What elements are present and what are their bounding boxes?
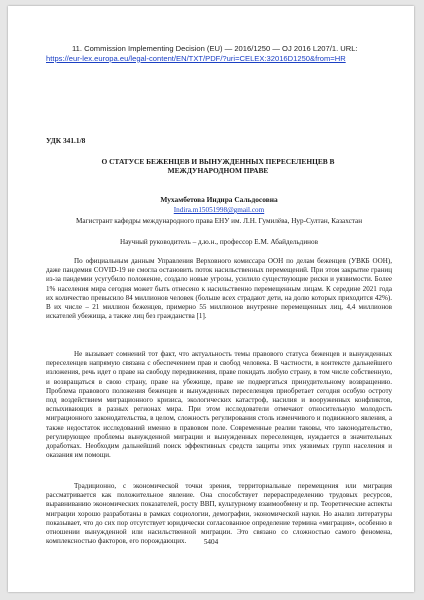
author-email-row xyxy=(46,206,392,214)
author-affiliation: Магистрант кафедры международного права ЕНУ им. Л.Н. Гумилёва, Нур-Султан, Казахстан xyxy=(75,217,363,225)
body-paragraph: Традиционно, с экономической точки зрения, территориальные перемещения или миграция рассматривается как положительное явление. Она способствует перераспределению трудовых ресурсов, выравниванию экономических показателей, росту ВВП, культурному взаимообмену и пр. Теоретические аспекты миграции хорошо разработаны в рамках социологии, демографии, экономической науки. Но анализ литературы показывает, что до сих пор отсутствует юридически согласованное определение термина «миграция», особенно в отношении вынужденной или насильственной миграции. Это связано со сложностью самого феномена, комплексностью факторов, его порождающих. xyxy=(46,482,392,546)
reference-text: 11. Commission Implementing Decision (EU) — 2016/1250 — OJ 2016 L207/1. URL: xyxy=(72,44,358,53)
reference-entry xyxy=(46,44,392,63)
udc-code: УДК 341.1/8 xyxy=(46,136,86,145)
author-email-link[interactable]: Indira.m15051998@gmail.com xyxy=(173,206,265,214)
body-paragraph: Не вызывает сомнений тот факт, что актуальность темы правового статуса беженцев и вынужденных переселенцев напрямую связана с обеспечением прав и свобод человека. В частности, в контексте дальнейшего изложения, речь идет о праве на свободу передвижения, праве покидать любую страну, в том числе собственную, и возвращаться в свою страну, праве на убежище, праве не подвергаться принудительному возвращению. Проблема правового положения беженцев и вынужденных переселенцев приобретает сегодня особую остроту под воздействием миграционного кризиса, экологических катастроф, насилия и вооруженных конфликтов, вспыхивающих в разных регионах мира. При этом исследователи отмечают относительную молодость миграционного законодательства, в целом, сложность регулирования столь изменчивого и подвижного явления, а также недостаток исследований именно в правовом поле. Современные реалии таковы, что законодательство, регулирующее проблемы вынужденной миграции и вынужденных переселенцев, нуждается в значительных доработках. Необходим дальнейший поиск эффективных средств защиты этих уязвимых групп населения и оказания им помощи. xyxy=(46,350,392,460)
scientific-advisor: Научный руководитель – д.ю.н., профессор Е.М. Абайдельдинов xyxy=(120,238,318,246)
author-name: Мухамбетова Индира Сальдосовна xyxy=(160,195,278,204)
document-page xyxy=(8,6,414,592)
reference-link[interactable]: https://eur-lex.europa.eu/legal-content/EN/TXT/PDF/?uri=CELEX:32016D1250&from=HR xyxy=(46,53,346,63)
article-title: О СТАТУСЕ БЕЖЕНЦЕВ И ВЫНУЖДЕННЫХ ПЕРЕСЕЛЕНЦЕВ В МЕЖДУНАРОДНОМ ПРАВЕ xyxy=(101,157,335,176)
body-paragraph: По официальным данным Управления Верховного комиссара ООН по делам беженцев (УВКБ ООН), даже пандемия COVID-19 не смогла остановить поток насильственных перемещений. При этом закрытие границ из-за пандемии усугубило положение, создало новые угрозы, усилило существующие риски и уязвимости. Более 1% населения мира сегодня может быть отнесено к насильственно перемещенным лицам. К середине 2021 года их количество превысило 84 миллионов человек (больше всех страдают дети, на долю которых приходится 42%). В их числе – 21 миллион беженцев, примерно 55 миллионов внутренне перемещенных лиц, 4,4 миллионов искателей убежища, а также лиц без гражданства [1]. xyxy=(46,257,392,321)
page-number: 5404 xyxy=(203,538,219,546)
